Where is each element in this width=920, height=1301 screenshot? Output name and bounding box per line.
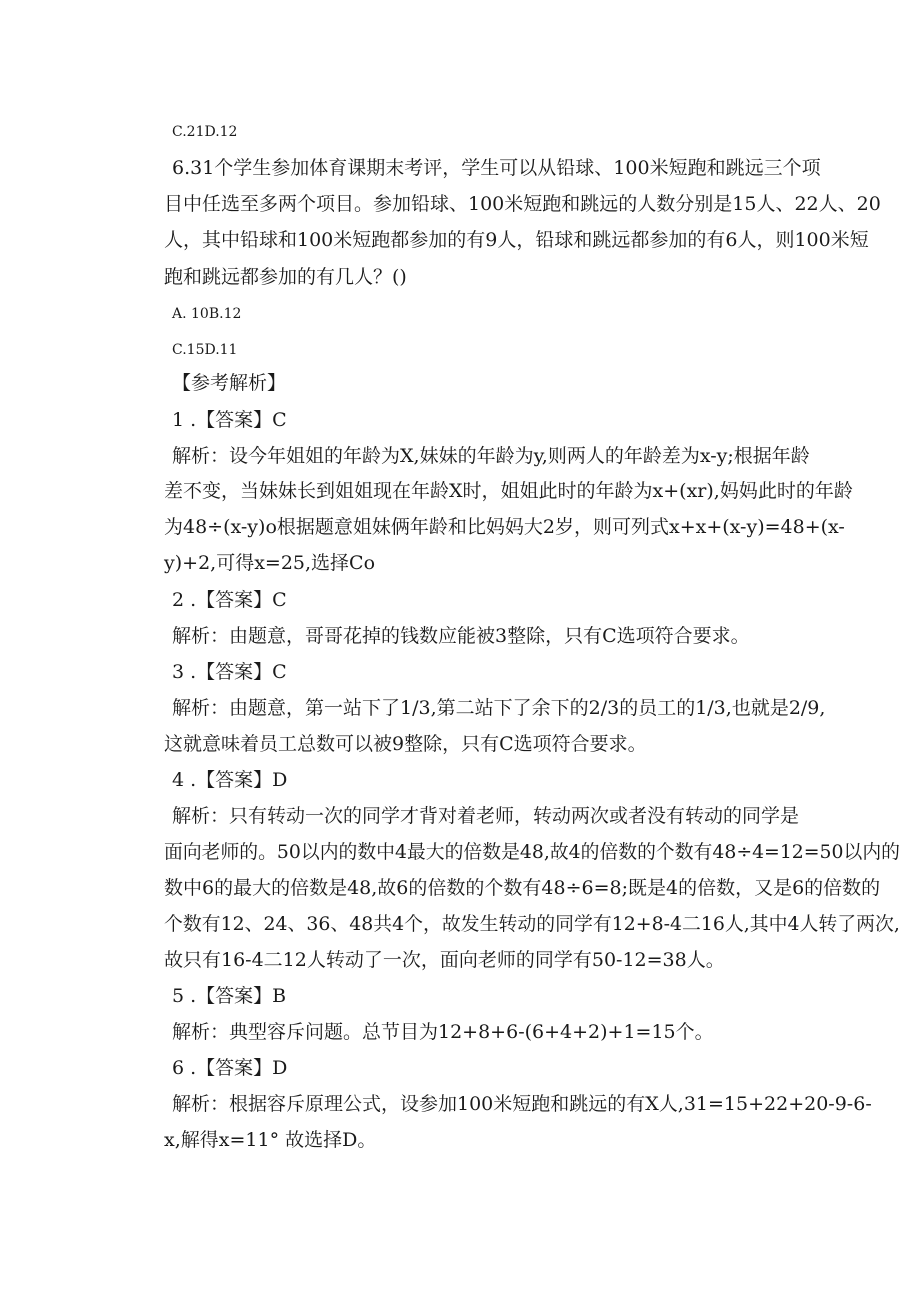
analysis-6-line-2: x,解得x=11° 故选择D。: [164, 1129, 377, 1151]
answer-3: 3 .【答案】C: [172, 661, 287, 683]
analysis-4-line-3: 数中6的最大的倍数是48,故6的倍数的个数有48÷6=8;既是4的倍数，又是6的倍数的: [164, 877, 881, 899]
answer-4: 4 .【答案】D: [172, 769, 288, 791]
q5-options-cd: C.21D.12: [172, 124, 238, 140]
analysis-4-line-1: 解析：只有转动一次的同学才背对着老师，转动两次或者没有转动的同学是: [172, 805, 800, 827]
q6-text-line-1: 6.31个学生参加体育课期末考评，学生可以从铅球、100米短跑和跳远三个项: [172, 157, 821, 179]
answer-2: 2 .【答案】C: [172, 589, 287, 611]
analysis-1-line-3: 为48÷(x-y)o根据题意姐妹俩年龄和比妈妈大2岁，则可列式x+x+(x-y)=48+(x-: [164, 516, 845, 538]
analysis-4-line-5: 故只有16-4二12人转动了一次，面向老师的同学有50-12=38人。: [164, 949, 725, 971]
analysis-1-line-1: 解析：设今年姐姐的年龄为X,妹妹的年龄为y,则两人的年龄差为x-y;根据年龄: [172, 445, 810, 467]
answer-5: 5 .【答案】B: [172, 985, 287, 1007]
analysis-4-line-2: 面向老师的。50以内的数中4最大的倍数是48,故4的倍数的个数有48÷4=12=50以内的: [164, 841, 900, 863]
analysis-2-line-1: 解析：由题意，哥哥花掉的钱数应能被3整除，只有C选项符合要求。: [172, 625, 750, 647]
q6-text-line-4: 跑和跳远都参加的有几人？(): [164, 266, 407, 288]
analysis-4-line-4: 个数有12、24、36、48共4个，故发生转动的同学有12+8-4二16人,其中4人转了两次,: [164, 913, 900, 935]
answer-6: 6 .【答案】D: [172, 1057, 288, 1079]
analysis-3-line-2: 这就意味着员工总数可以被9整除，只有C选项符合要求。: [164, 733, 647, 755]
q6-text-line-2: 目中任选至多两个项目。参加铅球、100米短跑和跳远的人数分别是15人、22人、20: [164, 193, 881, 215]
q6-options-ab: A. 10B.12: [172, 306, 242, 322]
analysis-6-line-1: 解析：根据容斥原理公式，设参加100米短跑和跳远的有X人,31=15+22+20-9-6-: [172, 1093, 872, 1115]
answer-1: 1 .【答案】C: [172, 409, 287, 431]
analysis-3-line-1: 解析：由题意，第一站下了1/3,第二站下了余下的2/3的员工的1/3,也就是2/9,: [172, 697, 826, 719]
analysis-heading: 【参考解析】: [172, 372, 287, 394]
analysis-5-line-1: 解析：典型容斥问题。总节目为12+8+6-(6+4+2)+1=15个。: [172, 1021, 714, 1043]
q6-options-cd: C.15D.11: [172, 342, 238, 358]
q6-text-line-3: 人，其中铅球和100米短跑都参加的有9人，铅球和跳远都参加的有6人，则100米短: [164, 229, 869, 251]
analysis-1-line-4: y)+2,可得x=25,选择Co: [164, 552, 376, 574]
analysis-1-line-2: 差不变，当妹妹长到姐姐现在年龄X时，姐姐此时的年龄为x+(xr),妈妈此时的年龄: [164, 480, 853, 502]
